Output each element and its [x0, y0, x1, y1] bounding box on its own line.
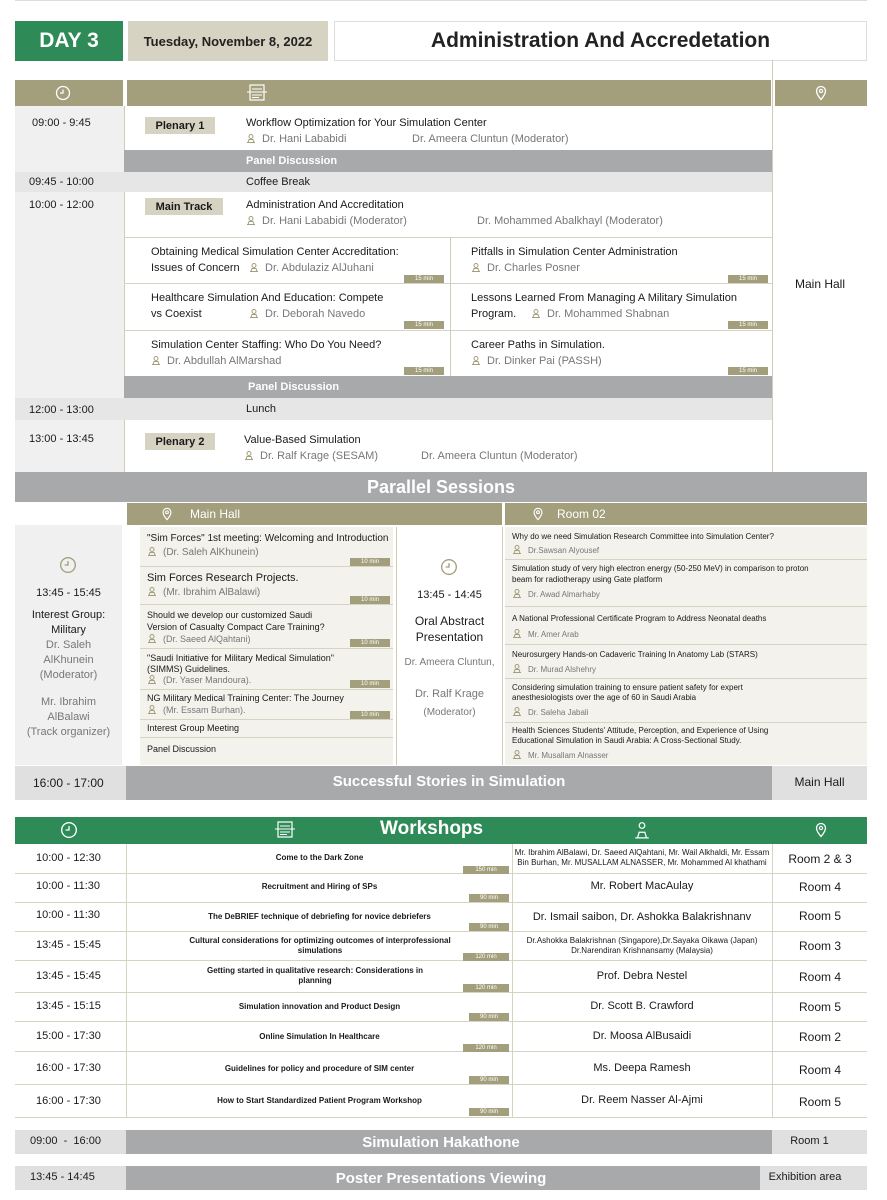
- lunch-label: Lunch: [246, 403, 276, 415]
- successful-stories-venue: Main Hall: [794, 775, 845, 789]
- talk-speaker: Dr. Abdullah AlMarshad: [151, 355, 281, 367]
- workshop-title: Getting started in qualitative research: Considerations in planning: [206, 966, 424, 985]
- presenter-icon: [147, 634, 157, 643]
- abstract-presenter: Dr. Murad Alshehry: [512, 664, 596, 674]
- location-pin-icon: [813, 822, 829, 838]
- parallel-sessions-bar: Parallel Sessions: [15, 472, 867, 502]
- hackathon-venue: Room 1: [790, 1135, 829, 1147]
- workshop-presenters: Dr. Reem Nasser Al-Ajmi: [581, 1094, 703, 1106]
- duration-badge: 15 min: [404, 321, 444, 329]
- presenter-icon: [512, 750, 522, 759]
- duration-badge: 10 min: [350, 711, 390, 719]
- session-speaker: (Mr. Essam Burhan).: [147, 705, 246, 715]
- workshop-presenters: Dr. Ismail saibon, Dr. Ashokka Balakrishnanv: [532, 911, 752, 923]
- duration-badge: 10 min: [350, 558, 390, 566]
- talk-title: Obtaining Medical Simulation Center Accreditation:: [151, 246, 399, 258]
- panel-discussion-bar-2: Panel Discussion: [124, 376, 772, 398]
- talk-speaker: Dr. Deborah Navedo: [249, 308, 365, 320]
- clock-icon: [60, 821, 78, 839]
- talk-title: Simulation Center Staffing: Who Do You Need?: [151, 339, 382, 351]
- abstract-title: Considering simulation training to ensure patient safety for expert: [512, 683, 743, 692]
- plenary2-speaker2: Dr. Ameera Cluntun (Moderator): [421, 450, 578, 462]
- session-title: Interest Group Meeting: [147, 723, 240, 733]
- workshop-time: 13:45 - 15:15: [36, 1000, 101, 1012]
- poster-time: 13:45 - 14:45: [30, 1171, 95, 1183]
- presenter-icon: [249, 309, 259, 318]
- hackathon-time: 09:00 - 16:00: [30, 1135, 101, 1147]
- duration-badge: 15 min: [404, 275, 444, 283]
- duration-badge: 90 min: [469, 894, 509, 902]
- workshop-room: Room 2: [798, 1030, 842, 1044]
- main-hall-label: Main Hall: [190, 507, 241, 521]
- duration-badge: 90 min: [469, 1013, 509, 1021]
- presenter-icon: [531, 309, 541, 318]
- talk-title: Pitfalls in Simulation Center Administration: [471, 246, 678, 258]
- duration-badge: 120 min: [463, 1044, 509, 1052]
- session-title-line2: (SIMMS) Guidelines.: [147, 664, 231, 674]
- presenter-icon: [512, 629, 522, 638]
- workshop-presenters: Dr.Ashokka Balakrishnan (Singapore),Dr.Sayaka Oikawa (Japan) Dr.Narendiran Krishnansamy (Malaysia): [526, 936, 758, 955]
- clock-icon: [59, 556, 77, 574]
- talk-title: Lessons Learned From Managing A Military Simulation: [471, 292, 737, 304]
- duration-badge: 15 min: [728, 321, 768, 329]
- poster-venue: Exhibition area: [768, 1171, 842, 1183]
- talk-speaker: Dr. Mohammed Shabnan: [531, 308, 669, 320]
- workshop-room: Room 4: [798, 970, 842, 984]
- plenary1-speaker2: Dr. Ameera Cluntun (Moderator): [412, 133, 569, 145]
- workshop-time: 15:00 - 17:30: [36, 1030, 101, 1042]
- workshop-title: Recruitment and Hiring of SPs: [261, 882, 378, 891]
- moderator-role: (Moderator): [39, 669, 98, 681]
- workshop-room: Room 5: [798, 1000, 842, 1014]
- coffee-row: [15, 172, 772, 192]
- duration-badge: 10 min: [350, 596, 390, 604]
- talk-title: Career Paths in Simulation.: [471, 339, 605, 351]
- abstract-presenter: Dr. Awad Almarhaby: [512, 589, 600, 599]
- session-title-line2: Version of Casualty Compact Care Training?: [147, 622, 325, 632]
- session-title: Sim Forces Research Projects.: [147, 572, 299, 584]
- presenter-icon: [147, 587, 157, 596]
- abstract-title: A National Professional Certificate Program to Address Neonatal deaths: [512, 614, 767, 623]
- workshop-title: Guidelines for policy and procedure of SIM center: [224, 1064, 415, 1073]
- clock-icon: [55, 85, 71, 101]
- location-pin-icon: [160, 507, 174, 521]
- organizer-name: Mr. Ibrahim: [40, 696, 96, 708]
- plenary2-title: Value-Based Simulation: [244, 434, 361, 446]
- presenter-icon: [471, 356, 481, 365]
- presenter-icon: [512, 664, 522, 673]
- presenter-icon: [147, 705, 157, 714]
- track-title: Administration And Accredetation: [334, 21, 867, 61]
- duration-badge: 150 min: [463, 866, 509, 874]
- abstract-title-line2: beam for radiotherapy using Gate platform: [512, 575, 663, 584]
- presenter-icon: [512, 707, 522, 716]
- talk-speaker: Dr. Dinker Pai (PASSH): [471, 355, 602, 367]
- presenter-icon: [246, 134, 256, 143]
- workshop-title: The DeBRIEF technique of debriefing for novice debriefers: [208, 912, 431, 921]
- duration-badge: 90 min: [469, 1108, 509, 1116]
- main-track-speaker2: Dr. Mohammed Abalkhayl (Moderator): [477, 215, 663, 227]
- oral-abstract-label: Oral Abstract: [414, 614, 485, 628]
- oral-abstract-label-2: Presentation: [415, 630, 484, 644]
- workshop-title: Simulation innovation and Product Design: [238, 1002, 401, 1011]
- presenter-icon: [151, 356, 161, 365]
- plenary1-time: 09:00 - 9:45: [32, 117, 91, 129]
- presenter-icon: [512, 589, 522, 598]
- plenary2-speaker1: Dr. Ralf Krage (SESAM): [244, 450, 378, 462]
- oral-moderator-2: Dr. Ralf Krage: [414, 688, 485, 700]
- presenter-icon: [244, 451, 254, 460]
- moderator-name: Dr. Saleh: [45, 639, 92, 651]
- interest-group-label: Interest Group:: [31, 609, 106, 621]
- workshop-presenters: Mr. Ibrahim AlBalawi, Dr. Saeed AlQahtani, Mr. Wail Alkhaldi, Mr. Essam Bin Burhan, Mr. MUSALLAM ALNASSER, Mr. Mohammed Al khathami: [514, 848, 770, 867]
- presenter-icon: [246, 216, 256, 225]
- workshop-room: Room 4: [798, 880, 842, 894]
- abstract-title-line2: anesthesiologists over the age of 60 in Saudi Arabia: [512, 693, 697, 702]
- workshop-time: 10:00 - 12:30: [36, 852, 101, 864]
- abstract-title: Neurosurgery Hands-on Cadaveric Training In Anatomy Lab (STARS): [512, 650, 758, 659]
- workshop-title: Online Simulation In Healthcare: [259, 1032, 380, 1041]
- plenary2-time: 13:00 - 13:45: [29, 433, 94, 445]
- poster-title: Poster Presentations Viewing: [335, 1170, 547, 1187]
- abstract-presenter: Mr. Amer Arab: [512, 629, 579, 639]
- workshop-time: 16:00 - 17:30: [36, 1095, 101, 1107]
- workshop-presenters: Dr. Moosa AlBusaidi: [592, 1030, 692, 1042]
- session-title: Should we develop our customized Saudi: [147, 610, 313, 620]
- presenter-icon: [471, 263, 481, 272]
- oral-moderator-1: Dr. Ameera Cluntun,: [404, 657, 495, 668]
- location-header-cell: [775, 80, 867, 106]
- clock-icon: [440, 558, 458, 576]
- document-icon: [246, 84, 268, 102]
- workshop-title: Cultural considerations for optimizing outcomes of interprofessional simulations: [189, 936, 451, 955]
- presenter-icon: [147, 547, 157, 556]
- venue-main-hall: Main Hall: [794, 277, 845, 291]
- talk-title-line2: vs Coexist: [151, 308, 202, 320]
- workshops-title: Workshops: [380, 818, 484, 839]
- abstract-title: Simulation study of very high electron energy (50-250 MeV) in comparison to proton: [512, 564, 809, 573]
- room02-label: Room 02: [557, 507, 606, 521]
- session-speaker: (Dr. Saleh AlKhunein): [147, 547, 259, 558]
- lunch-time: 12:00 - 13:00: [29, 404, 94, 416]
- plenary1-tag: Plenary 1: [145, 117, 215, 134]
- main-track-tag: Main Track: [145, 198, 223, 215]
- lunch-row: [15, 398, 772, 420]
- talk-speaker: Dr. Charles Posner: [471, 262, 580, 274]
- coffee-time: 09:45 - 10:00: [29, 176, 94, 188]
- talk-title-line2: Issues of Concern: [151, 262, 240, 274]
- session-title: "Saudi Initiative for Military Medical Simulation": [147, 653, 334, 663]
- abstract-title: Health Sciences Students' Attitude, Perception, and Experience of Using: [512, 726, 769, 735]
- workshop-time: 10:00 - 11:30: [36, 909, 101, 921]
- duration-badge: 90 min: [469, 923, 509, 931]
- main-track-title: Administration And Accreditation: [246, 199, 404, 211]
- duration-badge: 90 min: [469, 1076, 509, 1084]
- talk-title-line2: Program.: [471, 308, 517, 320]
- session-speaker: (Dr. Saeed AlQahtani): [147, 634, 251, 644]
- clock-header-cell: [15, 80, 123, 106]
- abstract-presenter: Dr.Sawsan Alyousef: [512, 545, 599, 555]
- abstract-presenter: Dr. Saleha Jabali: [512, 707, 588, 717]
- workshop-time: 16:00 - 17:30: [36, 1062, 101, 1074]
- talk-title: Healthcare Simulation And Education: Compete: [151, 292, 384, 304]
- room02-header: [505, 503, 867, 525]
- workshop-presenters: Dr. Scott B. Crawford: [590, 1000, 694, 1012]
- workshop-room: Room 4: [798, 1063, 842, 1077]
- session-title: Panel Discussion: [147, 744, 217, 754]
- workshop-presenters: Mr. Robert MacAulay: [590, 880, 694, 892]
- session-title: "Sim Forces" 1st meeting: Welcoming and Introduction: [147, 533, 389, 544]
- workshop-time: 13:45 - 15:45: [36, 939, 101, 951]
- workshop-time: 13:45 - 15:45: [36, 970, 101, 982]
- hackathon-title: Simulation Hakathone: [362, 1134, 520, 1151]
- workshop-presenters: Prof. Debra Nestel: [596, 970, 688, 982]
- plenary1-speaker1: Dr. Hani Lababidi: [246, 133, 346, 145]
- presenter-icon: [633, 821, 651, 839]
- coffee-label: Coffee Break: [246, 176, 311, 188]
- plenary1-title: Workflow Optimization for Your Simulation Center: [246, 117, 487, 129]
- session-speaker: (Mr. Ibrahim AlBalawi): [147, 587, 260, 598]
- duration-badge: 15 min: [728, 367, 768, 375]
- plenary2-tag: Plenary 2: [145, 433, 215, 450]
- main-track-speaker1: Dr. Hani Lababidi (Moderator): [246, 215, 407, 227]
- document-icon: [274, 821, 296, 839]
- organizer-role: (Track organizer): [26, 726, 111, 738]
- duration-badge: 10 min: [350, 639, 390, 647]
- workshop-time: 10:00 - 11:30: [36, 880, 101, 892]
- session-title: NG Military Medical Training Center: The Journey: [147, 693, 344, 703]
- abstract-title: Why do we need Simulation Research Committee into Simulation Center?: [512, 532, 774, 541]
- workshop-title: Come to the Dark Zone: [275, 853, 364, 862]
- panel-discussion-bar-1: Panel Discussion: [124, 150, 772, 172]
- presenter-icon: [512, 545, 522, 554]
- interest-group-time: 13:45 - 15:45: [36, 587, 101, 599]
- successful-stories-title: Successful Stories in Simulation: [332, 773, 566, 790]
- day-badge: DAY 3: [15, 21, 123, 61]
- duration-badge: 10 min: [350, 680, 390, 688]
- interest-group-label-2: Military: [51, 624, 86, 636]
- talk-speaker: Dr. Abdulaziz AlJuhani: [249, 262, 374, 274]
- successful-stories-time: 16:00 - 17:00: [33, 776, 104, 790]
- abstract-presenter: Mr. Musallam Alnasser: [512, 750, 608, 760]
- oral-abstract-time: 13:45 - 14:45: [417, 589, 482, 601]
- moderator-name-2: AlKhunein: [43, 654, 94, 666]
- presenter-icon: [249, 263, 259, 272]
- location-pin-icon: [813, 85, 829, 101]
- workshop-presenters: Ms. Deepa Ramesh: [593, 1062, 691, 1074]
- duration-badge: 120 min: [463, 984, 509, 992]
- main-track-time: 10:00 - 12:00: [29, 199, 94, 211]
- date-label: Tuesday, November 8, 2022: [128, 21, 328, 61]
- oral-moderator-role: (Moderator): [423, 707, 476, 718]
- abstract-title-line2: Educational Simulation in Saudi Arabia: A Cross-Sectional Study.: [512, 736, 742, 745]
- main-hall-header: [127, 503, 502, 525]
- duration-badge: 15 min: [404, 367, 444, 375]
- workshop-room: Room 5: [798, 909, 842, 923]
- duration-badge: 15 min: [728, 275, 768, 283]
- organizer-name-2: AlBalawi: [47, 711, 90, 723]
- duration-badge: 120 min: [463, 953, 509, 961]
- presenter-icon: [147, 675, 157, 684]
- workshop-room: Room 3: [798, 939, 842, 953]
- location-pin-icon: [531, 507, 545, 521]
- document-header-cell: [127, 80, 771, 106]
- workshop-room: Room 2 & 3: [788, 852, 852, 866]
- workshop-room: Room 5: [798, 1095, 842, 1109]
- session-speaker: (Dr. Yaser Mandoura).: [147, 675, 251, 685]
- workshop-title: How to Start Standardized Patient Program Workshop: [217, 1096, 422, 1105]
